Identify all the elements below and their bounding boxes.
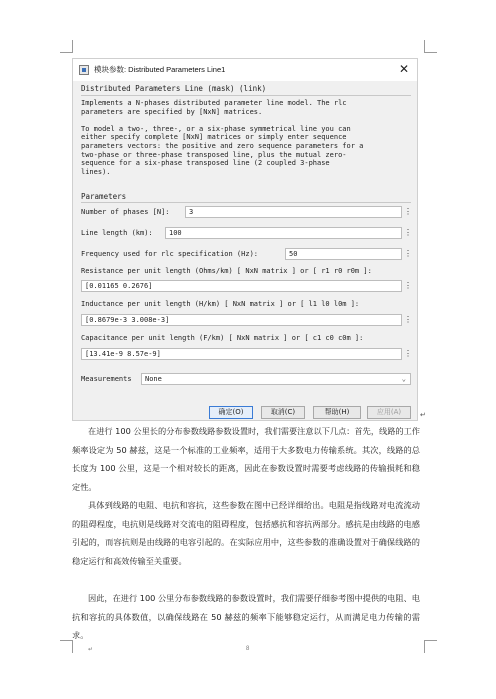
apply-button[interactable]: 应用(A) (367, 406, 411, 419)
param-label-inductance: Inductance per unit length (H/km) [ NxN matrix ] or [ l1 l0 l0m ]: (81, 300, 360, 308)
inductance-menu-icon[interactable]: ⋮ (404, 315, 412, 324)
crop-mark-top-left (60, 40, 73, 53)
capacitance-input[interactable]: [13.41e-9 8.57e-9] (81, 348, 402, 360)
frequency-input[interactable]: 50 (285, 248, 402, 260)
mask-description: Implements a N-phases distributed parameter line model. The rlc parameters are specified by [NxN] matrices. To model a two-, three-, or a six-phase symmetrical line you can either specify complete [NxN] matrices or simply enter sequence parameters vectors: the positive and zero sequence parameters for a two-phase or three-phase transposed line, plus the mutual zero- sequence for a six-phase transposed line (2 coupled 3-phase lines). (81, 99, 364, 176)
cancel-button[interactable]: 取消(C) (261, 406, 305, 419)
divider (81, 95, 411, 96)
help-button[interactable]: 帮助(H) (313, 406, 361, 419)
phases-menu-icon[interactable]: ⋮ (404, 207, 412, 216)
line-length-input[interactable]: 100 (165, 227, 402, 239)
param-label-phases: Number of phases [N]: (81, 208, 170, 216)
page-number: 8 (246, 646, 250, 652)
inductance-input[interactable]: [0.8679e-3 3.008e-3] (81, 314, 402, 326)
crop-mark-bottom-right (424, 640, 437, 653)
param-label-frequency: Frequency used for rlc specification (Hz): (81, 250, 259, 258)
param-label-resistance: Resistance per unit length (Ohms/km) [ NxN matrix ] or [ r1 r0 r0m ]: (81, 267, 372, 275)
dialog-titlebar (73, 59, 417, 81)
measurements-select[interactable] (141, 373, 411, 385)
close-icon[interactable]: ✕ (398, 62, 409, 76)
body-paragraph-3: 因此，在进行 100 公里分布参数线路的参数设置时，我们需要仔细参考图中提供的电阻、电抗和容抗的具体数值，以确保线路在 50 赫兹的频率下能够稳定运行，从而满足电力传输的需求。 (72, 593, 420, 641)
param-label-length: Line length (km): (81, 229, 153, 237)
phases-input[interactable]: 3 (185, 206, 402, 218)
param-label-capacitance: Capacitance per unit length (F/km) [ NxN matrix ] or [ c1 c0 c0m ]: (81, 334, 364, 342)
simulink-block-icon (79, 65, 89, 75)
resistance-input[interactable]: [0.01165 0.2676] (81, 280, 402, 292)
body-paragraph-1: 在进行 100 公里长的分布参数线路参数设置时，我们需要注意以下几点：首先，线路的工作频率设定为 50 赫兹，这是一个标准的工业频率，适用于大多数电力传输系统。其次，线路的总长度为 100 公里，这是一个相对较长的距离，因此在参数设置时需要考虑线路的传输损耗和稳定性。 (72, 426, 420, 492)
frequency-menu-icon[interactable]: ⋮ (404, 249, 412, 258)
capacitance-menu-icon[interactable]: ⋮ (404, 349, 412, 358)
ok-button[interactable]: 确定(O) (209, 406, 253, 419)
dialog-title: 模块参数: Distributed Parameters Line1 (94, 65, 226, 74)
crop-mark-top-right (424, 40, 437, 53)
chevron-down-icon: ⌄ (401, 375, 406, 383)
measurements-label: Measurements (81, 375, 132, 383)
measurements-value: None (145, 375, 162, 383)
block-parameters-dialog (72, 58, 418, 421)
paragraph-mark: ↵ (420, 412, 426, 419)
parameters-group-title: Parameters (81, 192, 127, 201)
mask-title: Distributed Parameters Line (mask) (link) (81, 84, 267, 93)
line-length-menu-icon[interactable]: ⋮ (404, 228, 412, 237)
divider (81, 202, 411, 203)
body-paragraph-2: 具体到线路的电阻、电抗和容抗，这些参数在图中已经详细给出。电阻是指线路对电流流动的阻碍程度，电抗则是线路对交流电的阻碍程度，包括感抗和容抗两部分。感抗是由线路的电感引起的，而容抗则是由线路的电容引起的。在实际应用中，这些参数的准确设置对于确保线路的稳定运行和高效传输至关重要。 (72, 500, 420, 566)
resistance-menu-icon[interactable]: ⋮ (404, 281, 412, 290)
paragraph-mark: ↵ (88, 647, 94, 653)
